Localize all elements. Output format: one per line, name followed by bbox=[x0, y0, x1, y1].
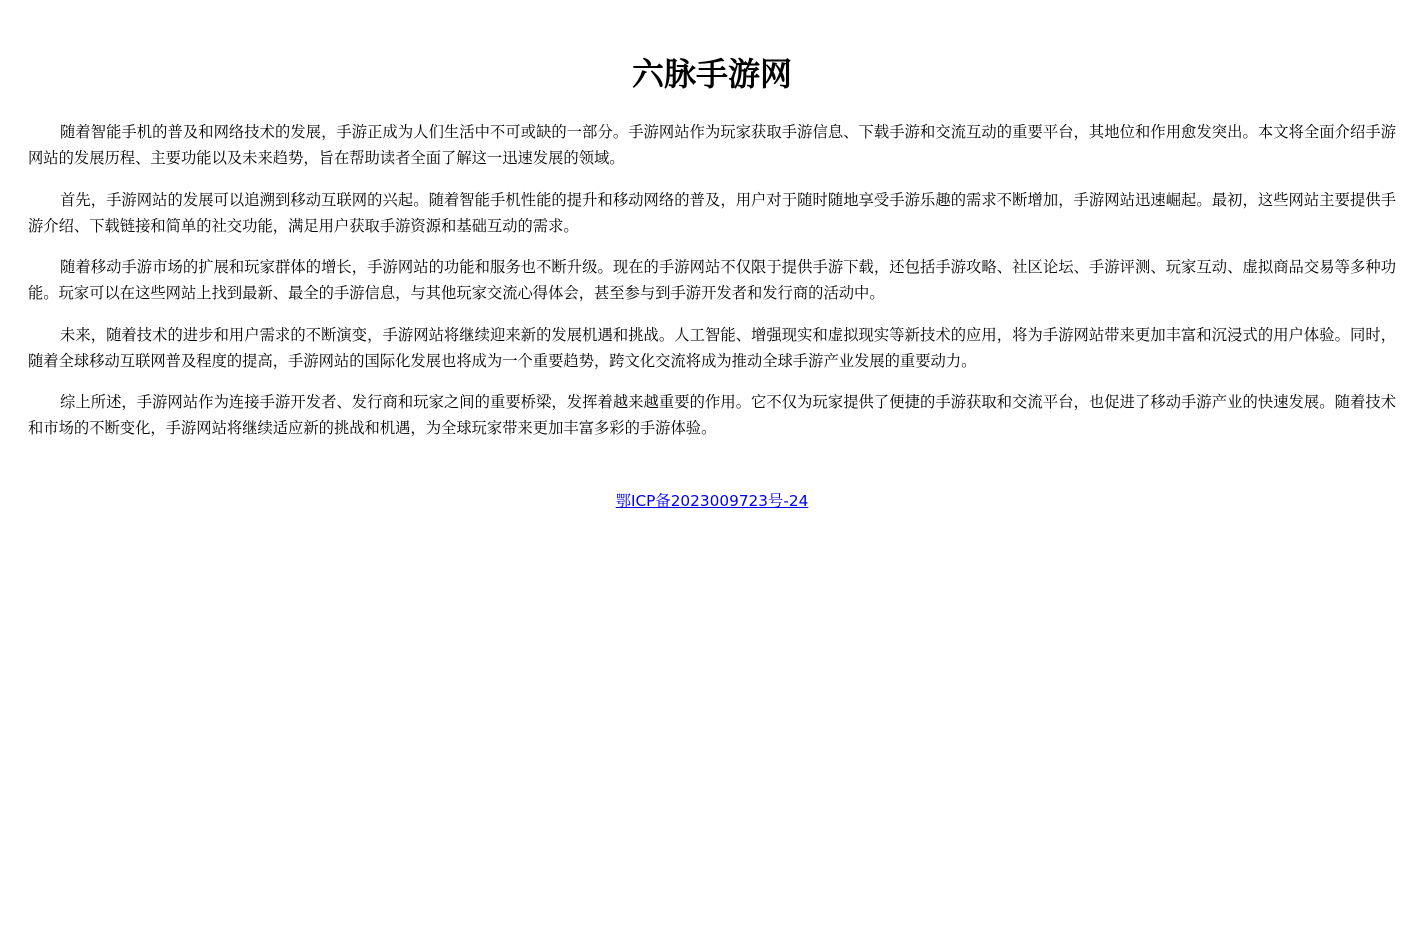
footer bbox=[0, 490, 1424, 512]
article-paragraph-5: 综上所述，手游网站作为连接手游开发者、发行商和玩家之间的重要桥梁，发挥着越来越重要的作用。它不仅为玩家提供了便捷的手游获取和交流平台，也促进了移动手游产业的快速发展。随着技术和市场的不断变化，手游网站将继续适应新的挑战和机遇，为全球玩家带来更加丰富多彩的手游体验。 bbox=[28, 393, 1396, 437]
article-body bbox=[28, 119, 1396, 441]
article-paragraph-2: 首先，手游网站的发展可以追溯到移动互联网的兴起。随着智能手机性能的提升和移动网络的普及，用户对于随时随地享受手游乐趣的需求不断增加，手游网站迅速崛起。最初，这些网站主要提供手游介绍、下载链接和简单的社交功能，满足用户获取手游资源和基础互动的需求。 bbox=[28, 190, 1396, 235]
article-paragraph-4: 未来，随着技术的进步和用户需求的不断演变，手游网站将继续迎来新的发展机遇和挑战。人工智能、增强现实和虚拟现实等新技术的应用，将为手游网站带来更加丰富和沉浸式的用户体验。同时，随着全球移动互联网普及程度的提高，手游网站的国际化发展也将成为一个重要趋势，跨文化交流将成为推动全球手游产业发展的重要动力。 bbox=[28, 325, 1396, 370]
article-paragraph-3: 随着移动手游市场的扩展和玩家群体的增长，手游网站的功能和服务也不断升级。现在的手游网站不仅限于提供手游下载，还包括手游攻略、社区论坛、手游评测、玩家互动、虚拟商品交易等多种功能。玩家可以在这些网站上找到最新、最全的手游信息，与其他玩家交流心得体会，甚至参与到手游开发者和发行商的活动中。 bbox=[28, 258, 1396, 302]
article-paragraph-1: 随着智能手机的普及和网络技术的发展，手游正成为人们生活中不可或缺的一部分。手游网站作为玩家获取手游信息、下载手游和交流互动的重要平台，其地位和作用愈发突出。本文将全面介绍手游网站的发展历程、主要功能以及未来趋势，旨在帮助读者全面了解这一迅速发展的领域。 bbox=[28, 123, 1396, 167]
icp-registration-link[interactable]: 鄂ICP备2023009723号-24 bbox=[615, 492, 809, 510]
page-title: 六脉手游网 bbox=[631, 55, 792, 93]
